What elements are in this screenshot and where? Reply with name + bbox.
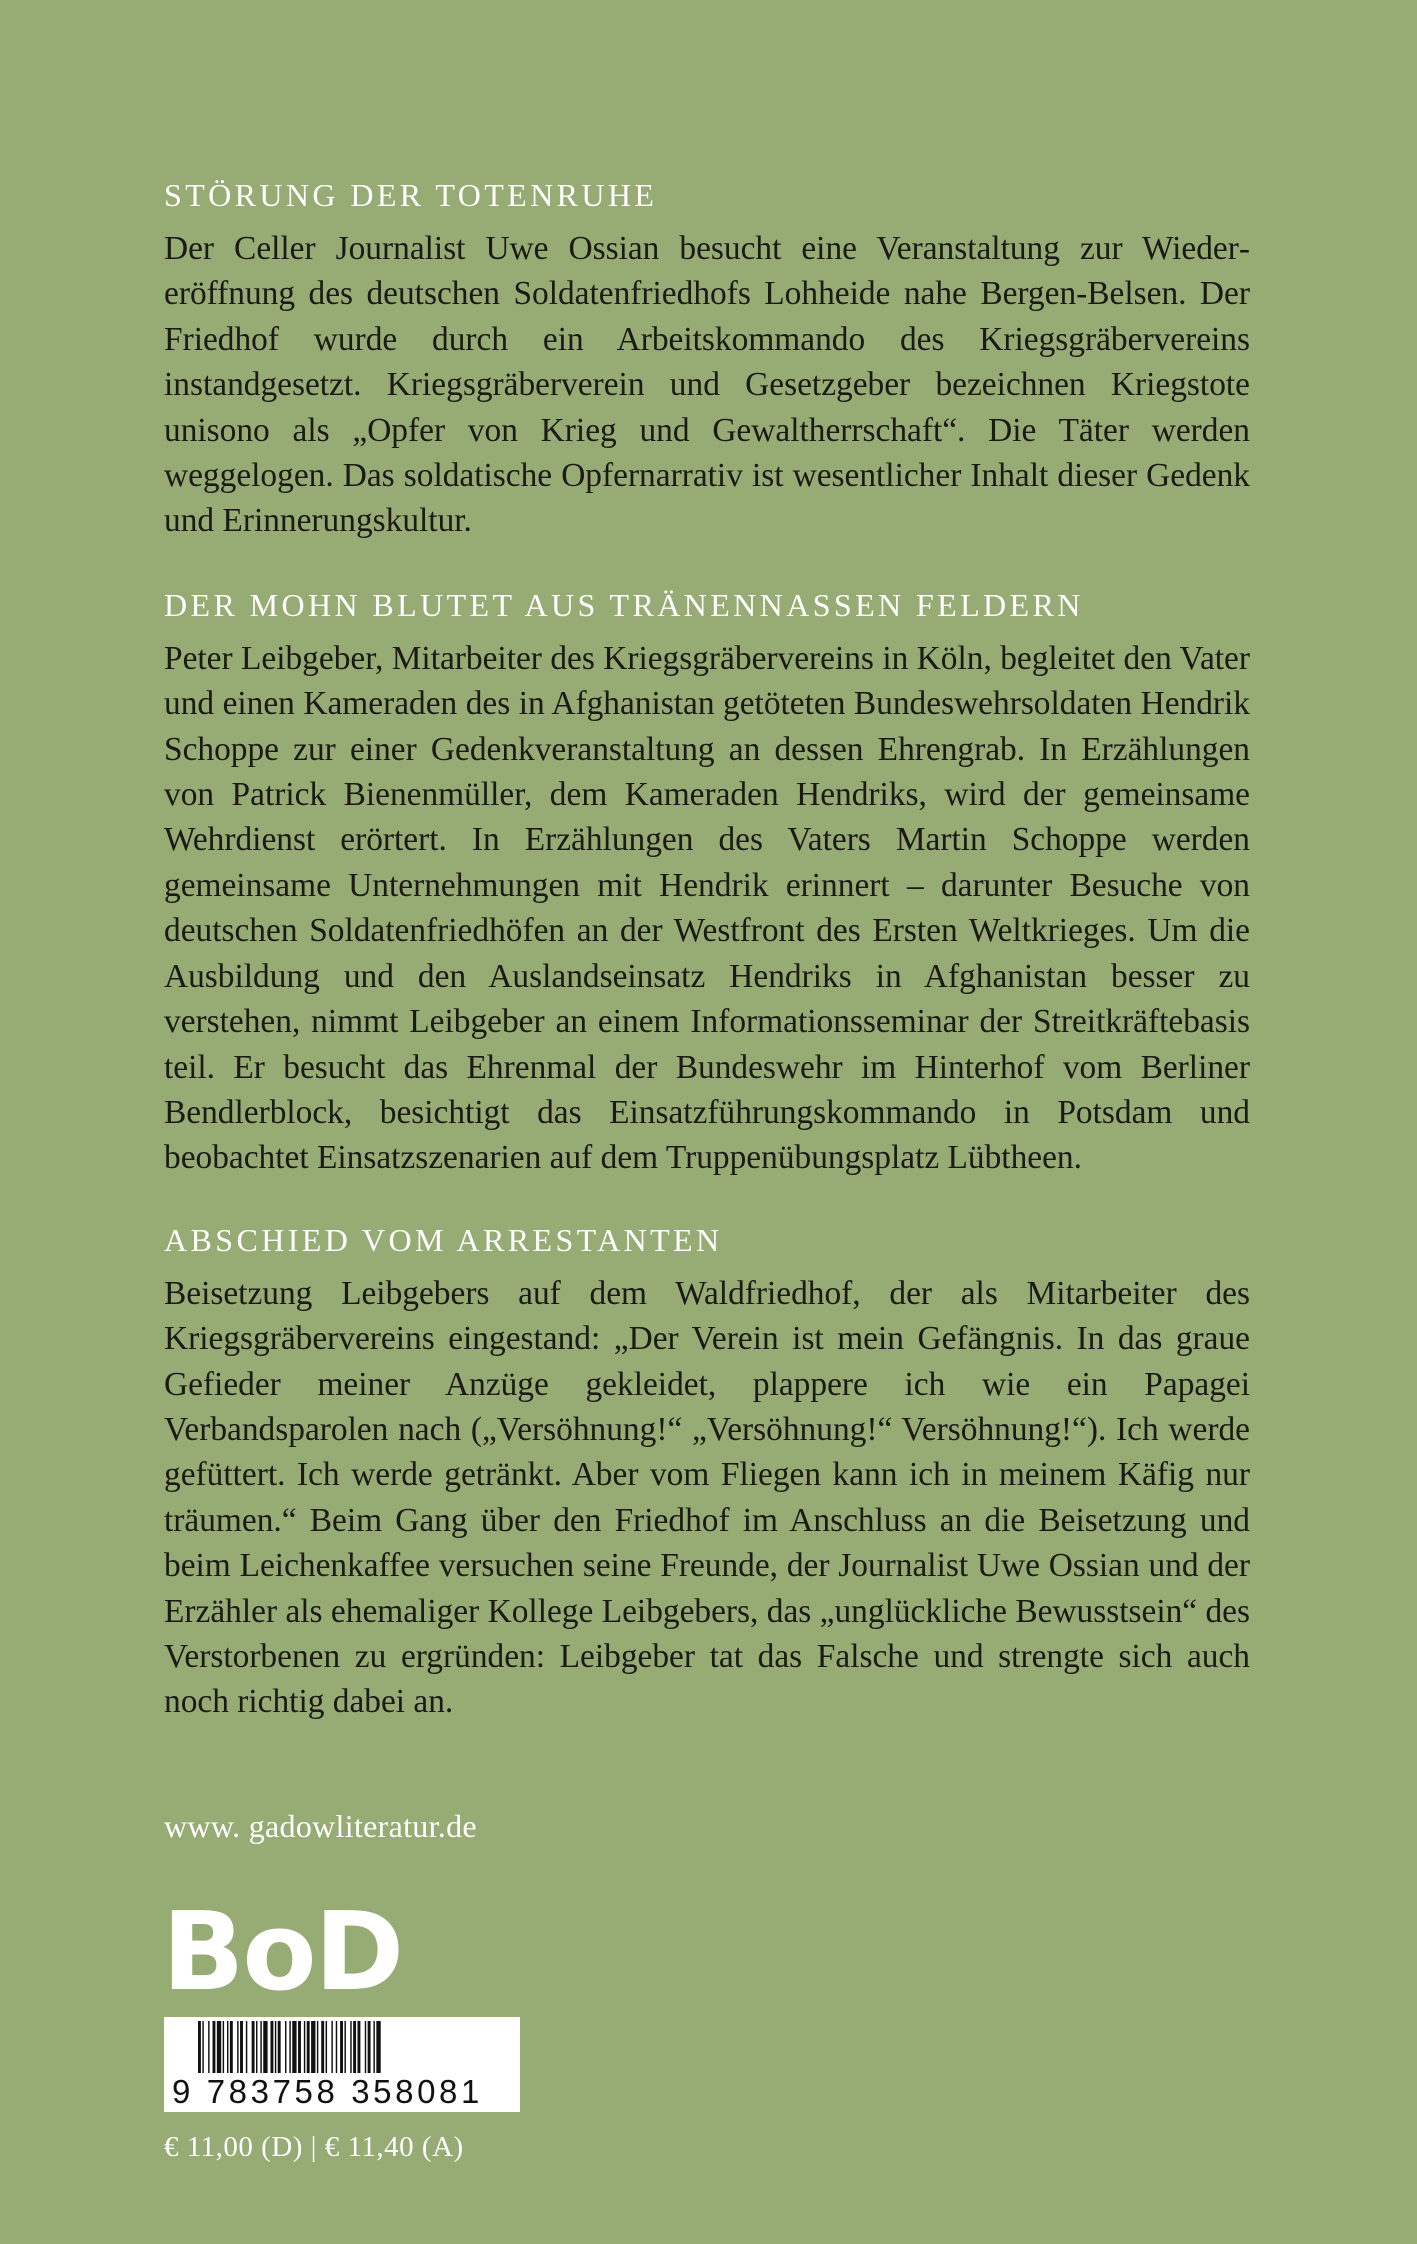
barcode-bar [358,2021,361,2073]
barcode-bar [289,2021,290,2073]
barcode-bar [331,2021,332,2073]
barcode-bar [365,2021,366,2073]
barcode-bar [252,2021,255,2073]
barcode-bar [217,2021,221,2073]
barcode-bar [298,2021,301,2073]
barcode-bar [285,2021,286,2073]
section-heading: DER MOHN BLUTET AUS TRÄNENNASSEN FELDERN [164,586,1084,623]
barcode-bar [213,2021,216,2073]
section-heading: STÖRUNG DER TOTENRUHE [164,177,658,213]
price-label: € 11,00 (D) | € 11,40 (A) [164,2131,464,2163]
barcode-bar [256,2021,257,2073]
bod-logo: BoD [162,1890,403,2015]
barcode-bar [373,2021,374,2073]
section-text: Der Celler Journalist Uwe Ossian besucht eine Veranstaltung zur Wiedereröffnung des deutschen Soldatenfriedhofs Lohheide nahe Bergen-Belsen. Der Friedhof wurde durch ein Arbeitskommando des Kriegsgräbervereins instandgesetzt. Kriegsgräberverein und Gesetzgeber bezeichnen Kriegstote unisono als „Opfer von Krieg und Gewaltherrschaft“. Die Täter werden weggelogen. Das soldatische Opfernarrativ ist wesentlicher Inhalt dieser Gedenk und Erinnerungskultur. [164,230,1250,540]
barcode-bar [336,2021,337,2073]
barcode-bar [344,2021,345,2073]
website-link[interactable]: www. gadowliteratur.de [164,1808,477,1844]
section-text: Beisetzung Leibgebers auf dem Waldfriedhof, der als Mitarbeiter des Kriegsgräbervereins eingestand: „Der Verein ist mein Gefängnis. In das graue Gefieder meiner Anzüge gekleidet, plappere ich wie ein Papagei Verbandsparolen nach („Versöhnung!“ „Versöhnung!“ Versöhnung!“). Ich werde gefüttert. Ich werde getränkt. Aber vom Fliegen kann ich in meinem Käfig nur träumen.“ Beim Gang über den Friedhof im Anschluss an die Beisetzung und beim Leichenkaffee versuchen seine Freunde, der Journalist Uwe Ossian und der Erzähler als ehemaliger Kollege Leibgebers, das „unglückliche Bewusstsein“ des Verstorbenen zu ergründen: Leibgeber tat das Falsche und strengte sich auch noch richtig dabei an. [164,1274,1250,1721]
barcode-bar [304,2021,305,2073]
barcode-bar [368,2021,371,2073]
barcode-bar [237,2021,238,2073]
barcode-bar [240,2021,243,2073]
blurb-content [164,176,1250,1765]
section-text: Peter Leibgeber, Mitarbeiter des Kriegsgräbervereins in Köln, begleitet den Vater und einen Kameraden des in Afghanistan getöteten Bundeswehrsoldaten Hendrik Schoppe zur einer Gedenkveranstaltung an dessen Ehrengrab. In Erzählungen von Patrick Bienenmüller, dem Kameraden Hendriks, wird der gemeinsame Wehrdienst erörtert. In Erzählungen des Vaters Martin Schoppe werden gemeinsame Unternehmungen mit Hendrik erinnert – darunter Besuche von deutschen Soldatenfriedhöfen an der Westfront des Ersten Weltkrieges. Um die Ausbildung und den Auslandseinsatz Hendriks in Afghanistan besser zu verstehen, nimmt Leibgeber an einem Informationsseminar der Streitkräftebasis teil. Er besucht das Ehrenmal der Bundeswehr im Hinterhof vom Berliner Bendlerblock, besichtigt das Einsatzführungskommando in Potsdam und beobachtet Einsatzszenarien auf dem Truppenübungsplatz Lübtheen. [164,639,1250,1177]
isbn-barcode [164,2017,520,2112]
section-heading: ABSCHIED VOM ARRESTANTEN [164,1221,723,1258]
barcode-bar [353,2021,356,2073]
barcode-bar [350,2021,351,2073]
barcode-bar [292,2021,296,2073]
barcode-bar [307,2021,310,2073]
barcode-bar [311,2021,315,2073]
barcode-bar [227,2021,228,2073]
barcode-bar [275,2021,276,2073]
barcode-bar [263,2021,267,2073]
barcode-bar [317,2021,318,2073]
barcode-bar [340,2021,343,2073]
barcode-bar [278,2021,281,2073]
barcode-bar [321,2021,324,2073]
barcode-bar [326,2021,327,2073]
barcode-bar [208,2021,209,2073]
section-der-mohn-blutet [164,586,1250,1181]
section-stoerung-der-totenruhe [164,176,1250,544]
barcode-bar [260,2021,261,2073]
section-abschied-vom-arrestanten [164,1221,1250,1725]
barcode-bar [202,2021,203,2073]
isbn-digits: 9 783758 358081 [172,2073,483,2110]
barcode-bar [271,2021,274,2073]
barcode-bar [223,2021,224,2073]
barcode-bar [198,2021,201,2073]
barcode-bar [230,2021,233,2073]
barcode-bar [376,2021,380,2073]
barcode-bar [246,2021,247,2073]
